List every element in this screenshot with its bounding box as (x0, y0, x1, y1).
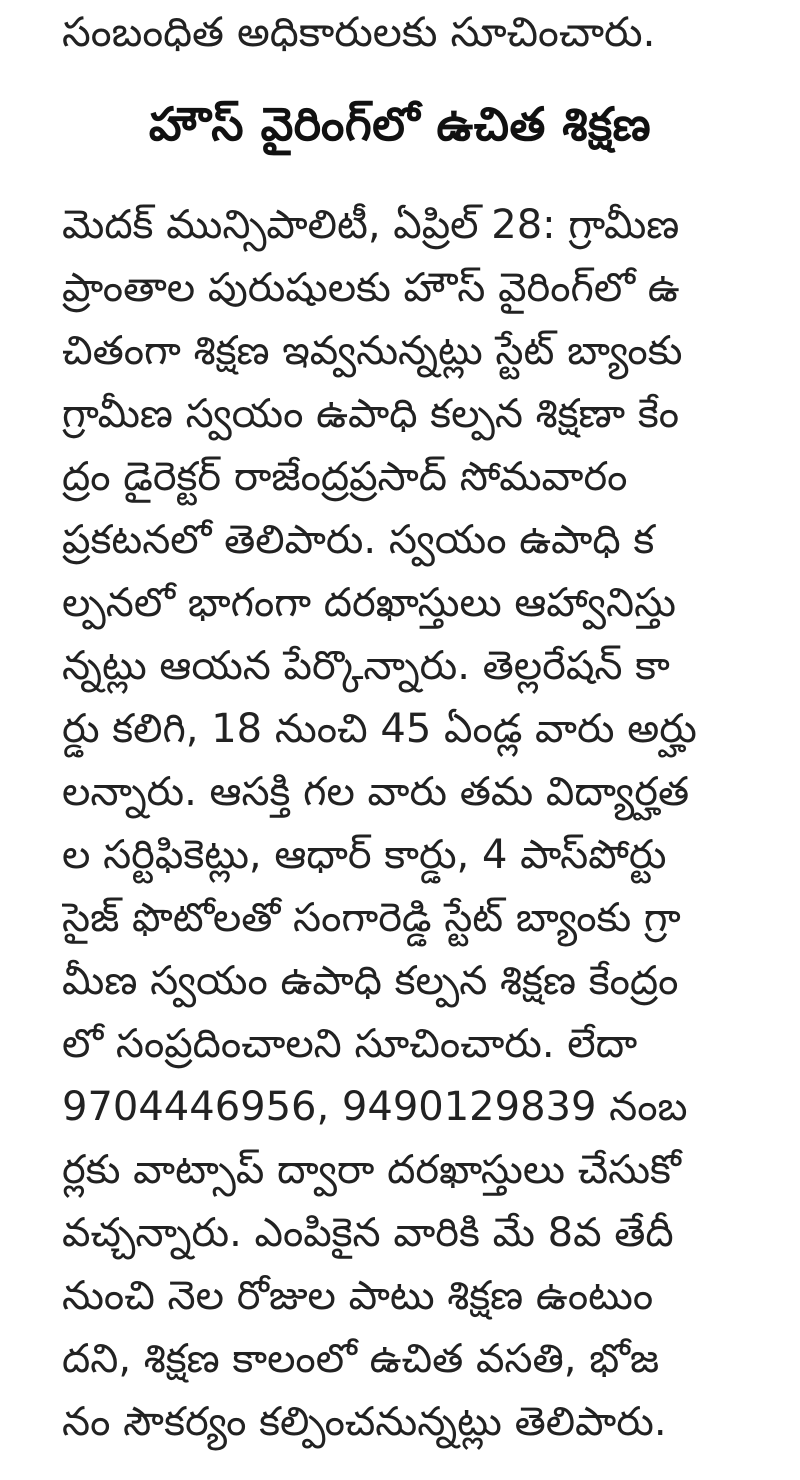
article-line: సైజ్ ఫొటోలతో సంగారెడ్డి స్టేట్ బ్యాంకు గ్రా (62, 895, 681, 941)
article-line: ద్రం డైరెక్టర్ రాజేంద్రప్రసాద్ సోమవారం (62, 454, 628, 500)
article-line: వచ్చన్నారు. ఎంపికైన వారికి మే 8వ తేదీ (62, 1210, 674, 1256)
previous-article-last-line: సంబంధిత అధికారులకు సూచించారు. (62, 8, 656, 56)
article-line: ల్పనలో భాగంగా దరఖాస్తులు ఆహ్వానిస్తు (62, 580, 676, 626)
article-line: ప్రకటనలో తెలిపారు. స్వయం ఉపాధి క (62, 517, 655, 563)
article-line: లో సంప్రదించాలని సూచించారు. లేదా (62, 1021, 638, 1067)
article-line: ల సర్టిఫికెట్లు, ఆధార్ కార్డు, 4 పాస్‌పోర్టు (62, 832, 667, 878)
article-line: లన్నారు. ఆసక్తి గల వారు తమ విద్యార్హత (62, 769, 690, 815)
article-line: 9704446956, 9490129839 నంబ (62, 1084, 688, 1130)
article-line: ర్డు కలిగి, 18 నుంచి 45 ఏండ్ల వారు అర్హు (62, 706, 697, 752)
article-line: మీణ స్వయం ఉపాధి కల్పన శిక్షణ కేంద్రం (62, 958, 679, 1004)
article-line: దని, శిక్షణ కాలంలో ఉచిత వసతి, భోజ (62, 1336, 660, 1382)
article-body (62, 194, 742, 1454)
article-line: ర్లకు వాట్సాప్ ద్వారా దరఖాస్తులు చేసుకో (62, 1147, 681, 1193)
article-line: న్నట్లు ఆయన పేర్కొన్నారు. తెల్లరేషన్ కా (62, 643, 670, 689)
article-line: మెదక్ మున్సిపాలిటీ, ఏప్రిల్ 28: గ్రామీణ (62, 202, 680, 248)
article-line: నం సౌకర్యం కల్పించనున్నట్లు తెలిపారు. (62, 1399, 667, 1445)
article-line: నుంచి నెల రోజుల పాటు శిక్షణ ఉంటుం (62, 1273, 654, 1319)
article-line: ప్రాంతాల పురుషులకు హౌస్ వైరింగ్‌లో ఉ (62, 265, 680, 311)
article-line: గ్రామీణ స్వయం ఉపాధి కల్పన శిక్షణా కేం (62, 391, 680, 437)
article-line: చితంగా శిక్షణ ఇవ్వనున్నట్లు స్టేట్ బ్యాంకు (62, 328, 683, 374)
article-headline: హౌస్ వైరింగ్‌లో ఉచిత శిక్షణ (148, 97, 652, 151)
